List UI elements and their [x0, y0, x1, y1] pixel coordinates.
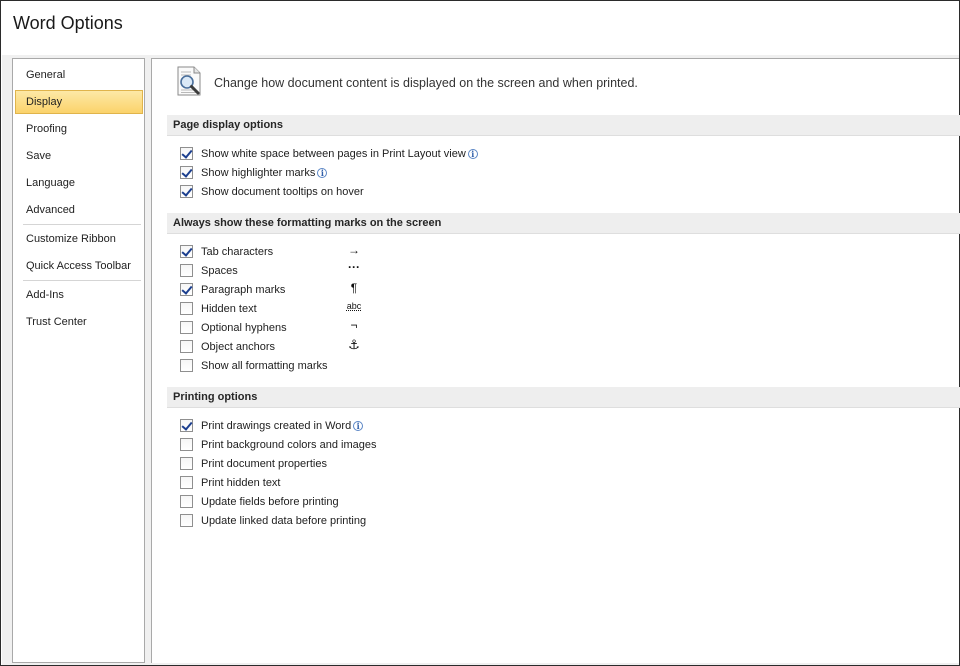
sidebar-divider — [23, 224, 141, 225]
option-label: Show white space between pages in Print Layout view — [201, 147, 466, 160]
option-print-background[interactable] — [180, 436, 376, 453]
dialog-title: Word Options — [13, 13, 123, 33]
option-print-drawings[interactable] — [180, 417, 363, 434]
option-label: Print drawings created in Word — [201, 419, 352, 432]
sidebar-item-save[interactable]: Save — [26, 150, 52, 162]
option-label: Print hidden text — [201, 476, 281, 489]
sidebar-item-trust-center[interactable]: Trust Center — [26, 316, 87, 328]
option-label: Hidden text — [201, 302, 257, 315]
sidebar-item-language[interactable]: Language — [26, 177, 75, 189]
options-sidebar — [12, 58, 145, 663]
dialog-body — [2, 55, 959, 665]
checkbox-unchecked[interactable] — [180, 457, 193, 470]
option-optional-hyphens[interactable] — [180, 319, 287, 336]
sidebar-item-display[interactable]: Display — [15, 90, 143, 114]
checkbox-checked[interactable] — [180, 147, 193, 160]
option-label: Spaces — [201, 264, 238, 277]
section-header-page-display: Page display options — [167, 115, 960, 136]
sidebar-item-advanced[interactable]: Advanced — [26, 204, 75, 216]
option-label: Update linked data before printing — [201, 514, 367, 527]
sidebar-item-general[interactable]: General — [26, 69, 66, 81]
checkbox-unchecked[interactable] — [180, 302, 193, 315]
checkbox-unchecked[interactable] — [180, 514, 193, 527]
sidebar-item-customize-ribbon[interactable]: Customize Ribbon — [26, 233, 116, 245]
option-tab-characters[interactable] — [180, 243, 273, 260]
option-label: Optional hyphens — [201, 321, 287, 334]
option-label: Show document tooltips on hover — [201, 185, 364, 198]
checkbox-unchecked[interactable] — [180, 476, 193, 489]
sidebar-item-proofing[interactable]: Proofing — [26, 123, 67, 135]
checkbox-checked[interactable] — [180, 245, 193, 258]
option-show-highlighter-marks[interactable] — [180, 164, 327, 181]
document-magnifier-icon — [174, 65, 206, 99]
checkbox-checked[interactable] — [180, 283, 193, 296]
checkbox-unchecked[interactable] — [180, 321, 193, 334]
display-options-panel — [151, 58, 959, 663]
checkbox-checked[interactable] — [180, 166, 193, 179]
option-label: Paragraph marks — [201, 283, 286, 296]
option-print-hidden-text[interactable] — [180, 474, 281, 491]
optional-hyphen-icon: ¬ — [350, 318, 358, 332]
option-show-document-tooltips[interactable] — [180, 183, 364, 200]
option-label: Show highlighter marks — [201, 166, 316, 179]
option-paragraph-marks[interactable] — [180, 281, 285, 298]
option-show-white-space[interactable] — [180, 145, 478, 162]
option-label: Tab characters — [201, 245, 274, 258]
checkbox-unchecked[interactable] — [180, 359, 193, 372]
sidebar-item-add-ins[interactable]: Add-Ins — [26, 289, 64, 301]
anchor-icon: ⚓ — [348, 337, 360, 352]
tab-arrow-icon: → — [348, 243, 360, 257]
checkbox-unchecked[interactable] — [180, 438, 193, 451]
section-header-formatting-marks: Always show these formatting marks on the screen — [167, 213, 960, 234]
option-label: Object anchors — [201, 340, 275, 353]
space-dots-icon: ··· — [348, 260, 360, 274]
option-label: Print document properties — [201, 457, 327, 470]
option-label: Update fields before printing — [201, 495, 339, 508]
checkbox-unchecked[interactable] — [180, 264, 193, 277]
option-label: Print background colors and images — [201, 438, 377, 451]
panel-description: Change how document content is displayed on the screen and when printed. — [214, 76, 638, 90]
info-icon: i — [468, 149, 478, 159]
option-print-document-properties[interactable] — [180, 455, 327, 472]
info-icon: i — [317, 168, 327, 178]
checkbox-checked[interactable] — [180, 419, 193, 432]
option-spaces[interactable] — [180, 262, 238, 279]
hidden-text-icon: abc — [346, 301, 362, 311]
checkbox-checked[interactable] — [180, 185, 193, 198]
checkbox-unchecked[interactable] — [180, 495, 193, 508]
sidebar-item-quick-access-toolbar[interactable]: Quick Access Toolbar — [26, 260, 131, 272]
option-label: Show all formatting marks — [201, 359, 328, 372]
option-hidden-text[interactable] — [180, 300, 257, 317]
pilcrow-icon: ¶ — [350, 281, 358, 295]
section-header-printing-options: Printing options — [167, 387, 960, 408]
info-icon: i — [353, 421, 363, 431]
option-object-anchors[interactable] — [180, 338, 275, 355]
option-update-linked-data[interactable] — [180, 512, 366, 529]
option-show-all-formatting-marks[interactable] — [180, 357, 328, 374]
sidebar-divider — [23, 280, 141, 281]
checkbox-unchecked[interactable] — [180, 340, 193, 353]
option-update-fields[interactable] — [180, 493, 339, 510]
